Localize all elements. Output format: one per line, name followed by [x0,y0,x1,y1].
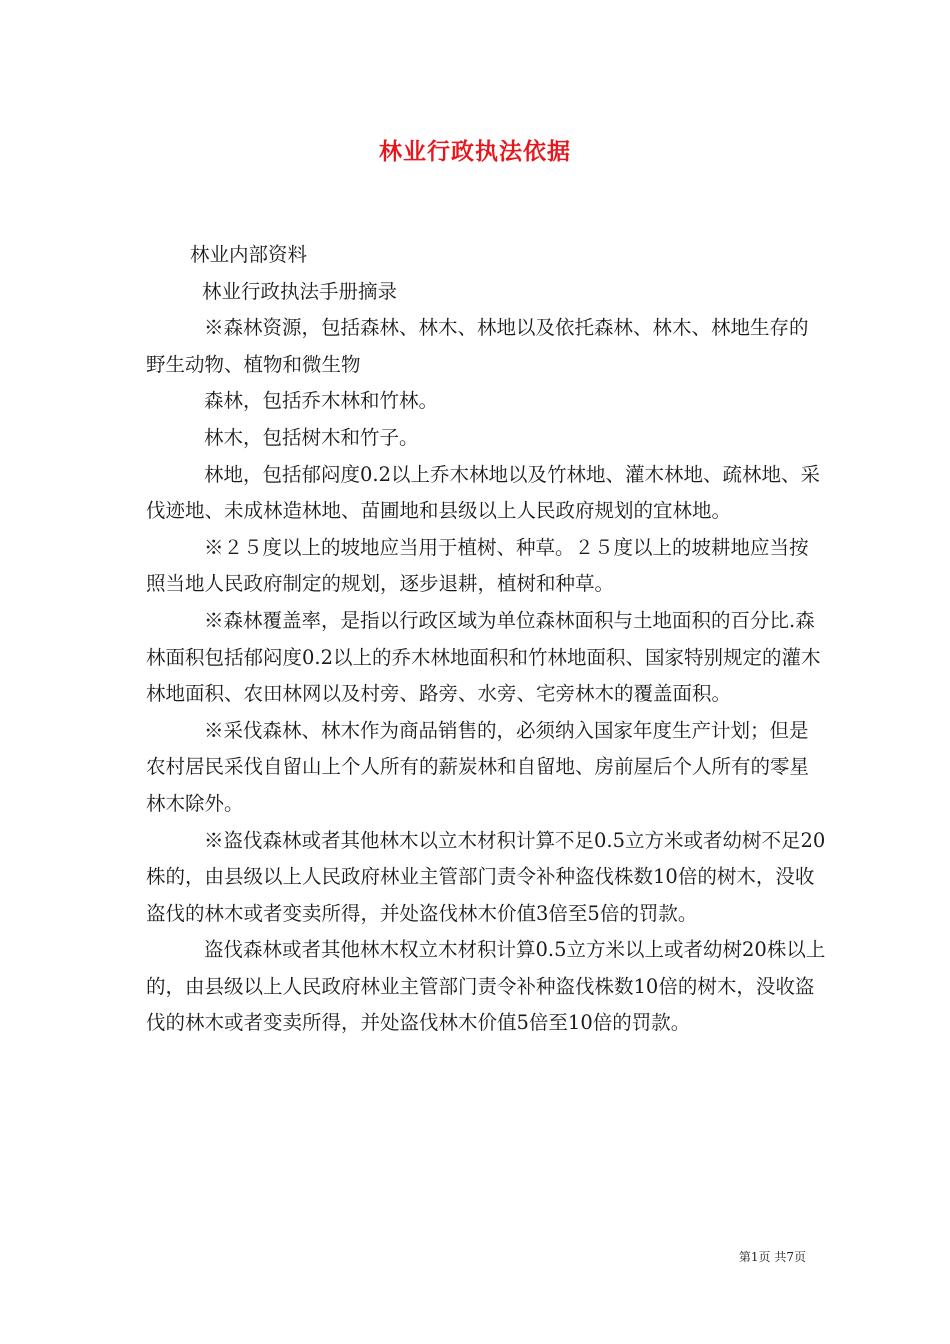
paragraph-slope-land: ※２５度以上的坡地应当用于植树、种草。２５度以上的坡耕地应当按照当地人民政府制定的规划，逐步退耕，植树和种草。 [146,535,809,596]
document-title: 林业行政执法依据 [379,138,571,165]
paragraph-illegal-logging-minor: ※盗伐森林或者其他林木以立木材积计算不足0.5立方米或者幼树不足20株的，由县级以上人民政府林业主管部门责令补种盗伐株数10倍的树木，没收盗伐的林木或者变卖所得，并处盗伐林木价值3倍至5倍的罚款。 [146,828,826,925]
paragraph-forest-land: 林地，包括郁闷度0.2以上乔木林地以及竹林地、灌木林地、疏林地、采伐迹地、未成林造林地、苗圃地和县级以上人民政府规划的宜林地。 [146,462,821,523]
paragraph-forest-coverage: ※森林覆盖率，是指以行政区域为单位森林面积与土地面积的百分比.森林面积包括郁闷度0.2以上的乔木林地面积和竹林地面积、国家特别规定的灌木林地面积、农田林网以及村旁、路旁、水旁、宅旁林木的覆盖面积。 [146,608,821,706]
paragraph-internal-material: 林业内部资料 [190,243,308,266]
paragraph-forest: 森林，包括乔木林和竹林。 [204,389,439,413]
paragraph-handbook-excerpt: 林业行政执法手册摘录 [202,279,398,303]
paragraph-trees: 林木，包括树木和竹子。 [204,425,419,449]
paragraph-forest-resources: ※森林资源，包括森林、林木、林地以及依托森林、林木、林地生存的野生动物、植物和微生物 [146,316,809,376]
page-number-footer: 第1页 共7页 [738,1250,806,1264]
paragraph-logging-plan: ※采伐森林、林木作为商品销售的，必须纳入国家年度生产计划；但是农村居民采伐自留山上个人所有的薪炭林和自留地、房前屋后个人所有的零星林木除外。 [146,718,810,815]
document-body [146,237,826,1042]
paragraph-illegal-logging-major: 盗伐森林或者其他林木权立木材积计算0.5立方米以上或者幼树20株以上的，由县级以上人民政府林业主管部门责令补种盗伐株数10倍的树木，没收盗伐的林木或者变卖所得，并处盗伐林木价值5倍至10倍的罚款。 [146,938,826,1035]
